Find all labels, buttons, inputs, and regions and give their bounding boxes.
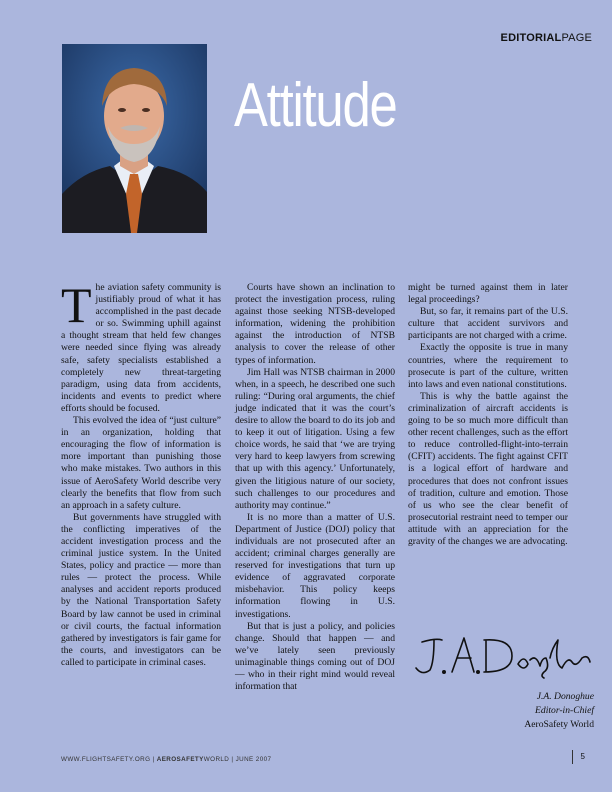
section-header-light: PAGE bbox=[561, 32, 592, 44]
section-header bbox=[501, 32, 592, 44]
footer-date: JUNE 2007 bbox=[235, 756, 272, 763]
footer-url: WWW.FLIGHTSAFETY.ORG bbox=[61, 756, 151, 763]
footer bbox=[61, 756, 271, 763]
signature-block bbox=[524, 690, 594, 732]
paragraph: Exactly the opposite is true in many countries, where the requirement to prosecute is part of the culture, written into laws and even national constitutions. bbox=[408, 342, 568, 390]
drop-cap: T bbox=[61, 277, 92, 333]
footer-brand-light: WORLD bbox=[203, 756, 230, 763]
paragraph: Jim Hall was NTSB chairman in 2000 when, in a speech, he described one such ruling: “During oral arguments, the chief judge indicated that it was the court’s desire to allow the board to do its job and to keep it out of litigation. Using a few choice words, he said that ‘we are trying very hard to keep lawyers from screwing that up with this agency.’ Unfortunately, given the litigious nature of our society, such challenges to our procedures and authority may continue.” bbox=[235, 366, 395, 511]
column-1 bbox=[61, 277, 221, 669]
column-3 bbox=[408, 282, 568, 548]
footer-separator: | bbox=[150, 756, 157, 763]
page-title: Attitude bbox=[234, 71, 397, 140]
paragraph: It is no more than a matter of U.S. Department of Justice (DOJ) policy that individuals are not prosecuted after an accident; criminal charges generally are reserved for investigations that turn up evidence of aggravated corporate misbehavior. This policy keeps information flowing in U.S. investigations. bbox=[235, 511, 395, 620]
page-number: 5 bbox=[572, 750, 585, 764]
column-2 bbox=[235, 282, 395, 693]
publication-name: AeroSafety World bbox=[524, 719, 594, 730]
paragraph: This evolved the idea of “just culture” in an organization, holding that encouraging the flow of information is more important than punishing those who make mistakes. Two authors in this issue of AeroSafety World describe very clearly the benefits that flow from such an approach in a safety culture. bbox=[61, 415, 221, 511]
paragraph: Courts have shown an inclination to protect the investigation process, ruling against those seeking NTSB-developed information, widening the prohibition against the introduction of NTSB analysis to cover the release of other types of information. bbox=[235, 282, 395, 366]
paragraph: But that is just a policy, and policies change. Should that happen — and we’ve lately seen previously unimaginable things coming out of DOJ — who in their right mind would reveal information that bbox=[235, 620, 395, 693]
footer-separator: | bbox=[229, 756, 236, 763]
paragraph-text: he aviation safety community is justifiably proud of what it has accomplished in the past decade or so. Swimming uphill against a thought stream that held few changes were needed since flying was already safe, safety specialists established a completely new threat-targeting paradigm, using data from accidents, incidents and events to predict where efforts should be focused. bbox=[61, 282, 221, 414]
paragraph: But, so far, it remains part of the U.S. culture that accident survivors and participants are not charged with a crime. bbox=[408, 306, 568, 342]
signature-icon bbox=[412, 628, 594, 680]
author-photo bbox=[62, 44, 207, 233]
author-name: J.A. Donoghue bbox=[536, 691, 594, 702]
handwritten-signature bbox=[412, 628, 594, 680]
paragraph: might be turned against them in later legal proceedings? bbox=[408, 282, 568, 306]
author-portrait-image bbox=[62, 44, 207, 233]
section-header-bold: EDITORIAL bbox=[500, 32, 562, 44]
author-role: Editor-in-Chief bbox=[535, 705, 594, 716]
paragraph bbox=[61, 277, 221, 415]
paragraph: But governments have struggled with the conflicting imperatives of the accident investigation process and the criminal justice system. In the United States, policy and practice — more than rules — protect the process. While analyses and accident reports produced by the National Transportation Safety Board by law cannot be used in criminal or civil courts, the factual information gathered by investigators is fair game for the courts, and investigators can be called to participate in criminal cases. bbox=[61, 511, 221, 668]
footer-brand-bold: AEROSAFETY bbox=[156, 756, 204, 763]
paragraph: This is why the battle against the criminalization of aircraft accidents is going to be so much more difficult than other recent challenges, such as the effort to reduce controlled-flight-into-terrain (CFIT) accidents. The fight against CFIT is a logical effort of hardware and procedures that does not confront issues of tradition, culture and emotion. Those of us who see the clear benefit of prosecutorial restraint need to temper our attitude with an appreciation for the gravity of the changes we are advocating. bbox=[408, 390, 568, 547]
